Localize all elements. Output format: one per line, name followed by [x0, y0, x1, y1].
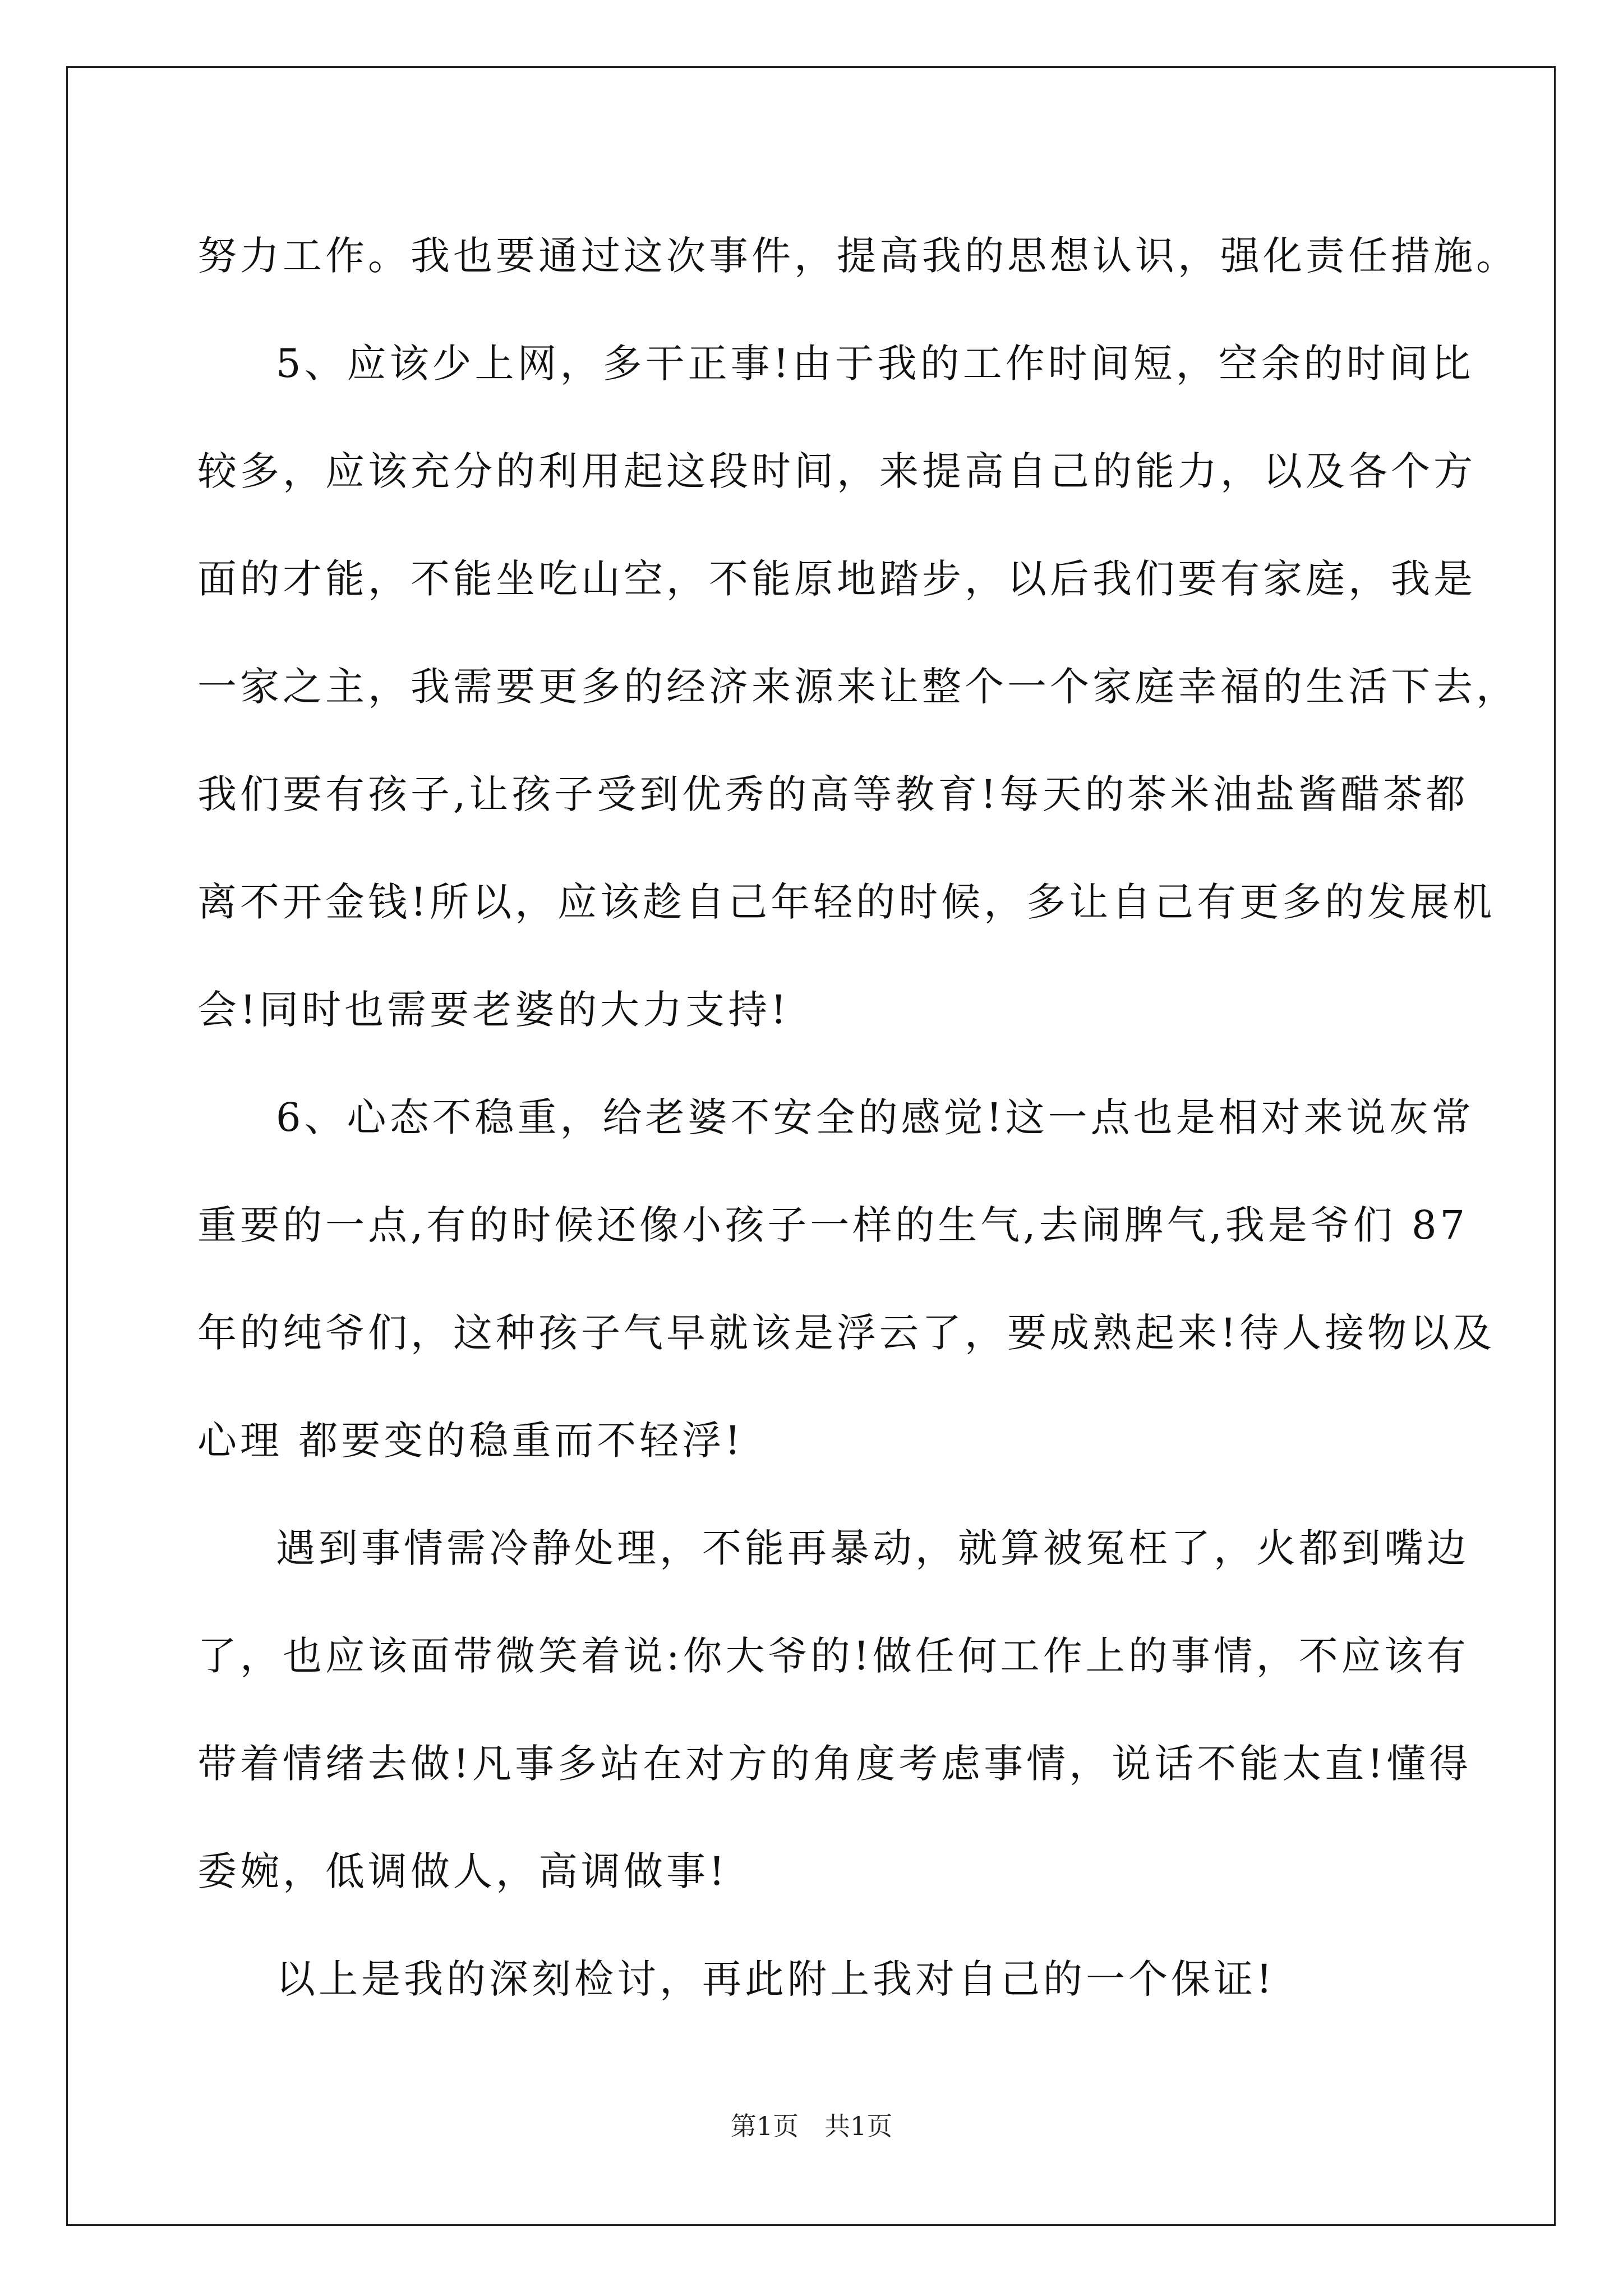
page-number-footer: 第1页 共1页: [730, 2111, 893, 2141]
text-line: 努力工作。我也要通过这次事件，提高我的思想认识，强化责任措施。: [197, 233, 1519, 279]
text-line: 离不开金钱!所以，应该趁自己年轻的时候，多让自己有更多的发展机: [197, 879, 1496, 925]
text-line: 较多，应该充分的利用起这段时间，来提高自己的能力，以及各个方: [197, 448, 1476, 494]
text-line: 遇到事情需冷静处理，不能再暴动，就算被冤枉了，火都到嘴边: [276, 1525, 1469, 1571]
text-line: 了，也应该面带微笑着说:你大爷的!做任何工作上的事情，不应该有: [197, 1633, 1469, 1679]
text-line: 以上是我的深刻检讨，再此附上我对自己的一个保证!: [276, 1956, 1276, 2002]
text-line: 重要的一点,有的时候还像小孩子一样的生气,去闹脾气,我是爷们 87: [197, 1202, 1469, 1248]
text-line: 面的才能，不能坐吃山空，不能原地踏步，以后我们要有家庭，我是: [197, 556, 1476, 602]
text-line: 年的纯爷们，这种孩子气早就该是浮云了，要成熟起来!待人接物以及: [197, 1310, 1496, 1356]
document-body: [197, 202, 1519, 2033]
text-line: 一家之主，我需要更多的经济来源来让整个一个家庭幸福的生活下去，: [197, 664, 1519, 710]
text-line: 6、心态不稳重，给老婆不安全的感觉!这一点也是相对来说灰常: [276, 1094, 1474, 1140]
text-line: 委婉，低调做人，高调做事!: [197, 1848, 728, 1894]
text-line: 带着情绪去做!凡事多站在对方的角度考虑事情，说话不能太直!懂得: [197, 1741, 1472, 1787]
text-line: 心理 都要变的稳重而不轻浮!: [197, 1418, 744, 1464]
text-line: 我们要有孩子,让孩子受到优秀的高等教育!每天的茶米油盐酱醋茶都: [197, 771, 1469, 817]
text-line: 5、应该少上网，多干正事!由于我的工作时间短，空余的时间比: [276, 341, 1474, 386]
text-line: 会!同时也需要老婆的大力支持!: [197, 987, 790, 1033]
